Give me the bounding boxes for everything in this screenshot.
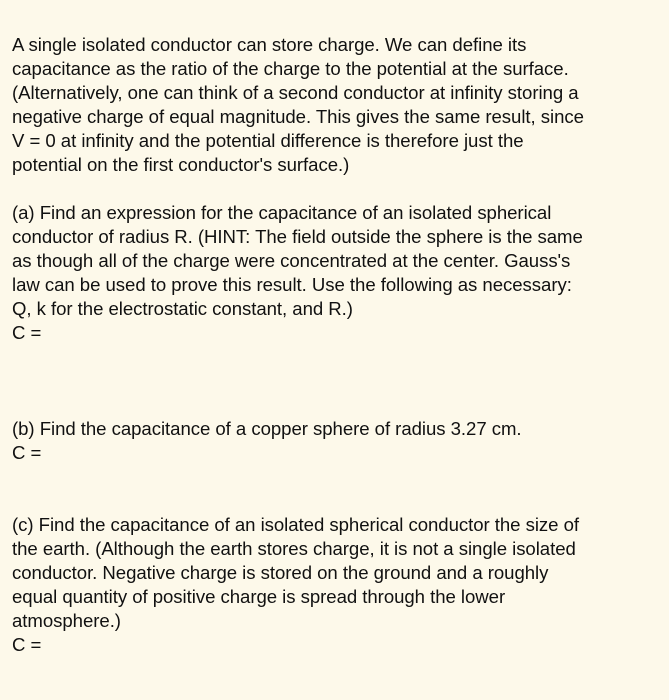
intro-line: negative charge of equal magnitude. This gives the same result, since <box>12 106 584 127</box>
part-c-line: the earth. (Although the earth stores charge, it is not a single isolated <box>12 538 576 559</box>
part-a-answer-field[interactable] <box>46 325 56 343</box>
part-c-question <box>12 513 653 657</box>
part-a-line: as though all of the charge were concentrated at the center. Gauss's <box>12 250 571 271</box>
part-a-line: conductor of radius R. (HINT: The field outside the sphere is the same <box>12 226 583 247</box>
intro-line: A single isolated conductor can store charge. We can define its <box>12 34 527 55</box>
part-a-line: Q, k for the electrostatic constant, and R.) <box>12 298 353 319</box>
part-c-line: equal quantity of positive charge is spread through the lower <box>12 586 506 607</box>
intro-line: capacitance as the ratio of the charge to the potential at the surface. <box>12 58 569 79</box>
part-b-answer-label: C = <box>12 442 42 463</box>
part-b-line: (b) Find the capacitance of a copper sphere of radius 3.27 cm. <box>12 418 522 439</box>
part-b-answer-row <box>12 441 653 465</box>
part-b-question <box>12 417 653 465</box>
part-a-answer-row <box>12 321 653 345</box>
part-c-answer-field[interactable] <box>46 637 56 655</box>
part-c-line: conductor. Negative charge is stored on the ground and a roughly <box>12 562 549 583</box>
part-a-answer-label: C = <box>12 322 42 343</box>
part-a-question <box>12 201 653 345</box>
part-c-line: atmosphere.) <box>12 610 121 631</box>
intro-line: V = 0 at infinity and the potential difference is therefore just the <box>12 130 524 151</box>
part-b-answer-field[interactable] <box>46 445 56 463</box>
part-c-answer-label: C = <box>12 634 42 655</box>
intro-line: potential on the first conductor's surface.) <box>12 154 350 175</box>
part-a-line: law can be used to prove this result. Use the following as necessary: <box>12 274 572 295</box>
part-a-line: (a) Find an expression for the capacitance of an isolated spherical <box>12 202 552 223</box>
intro-paragraph <box>12 33 653 177</box>
part-c-line: (c) Find the capacitance of an isolated spherical conductor the size of <box>12 514 579 535</box>
intro-line: (Alternatively, one can think of a second conductor at infinity storing a <box>12 82 579 103</box>
part-c-answer-row <box>12 633 653 657</box>
